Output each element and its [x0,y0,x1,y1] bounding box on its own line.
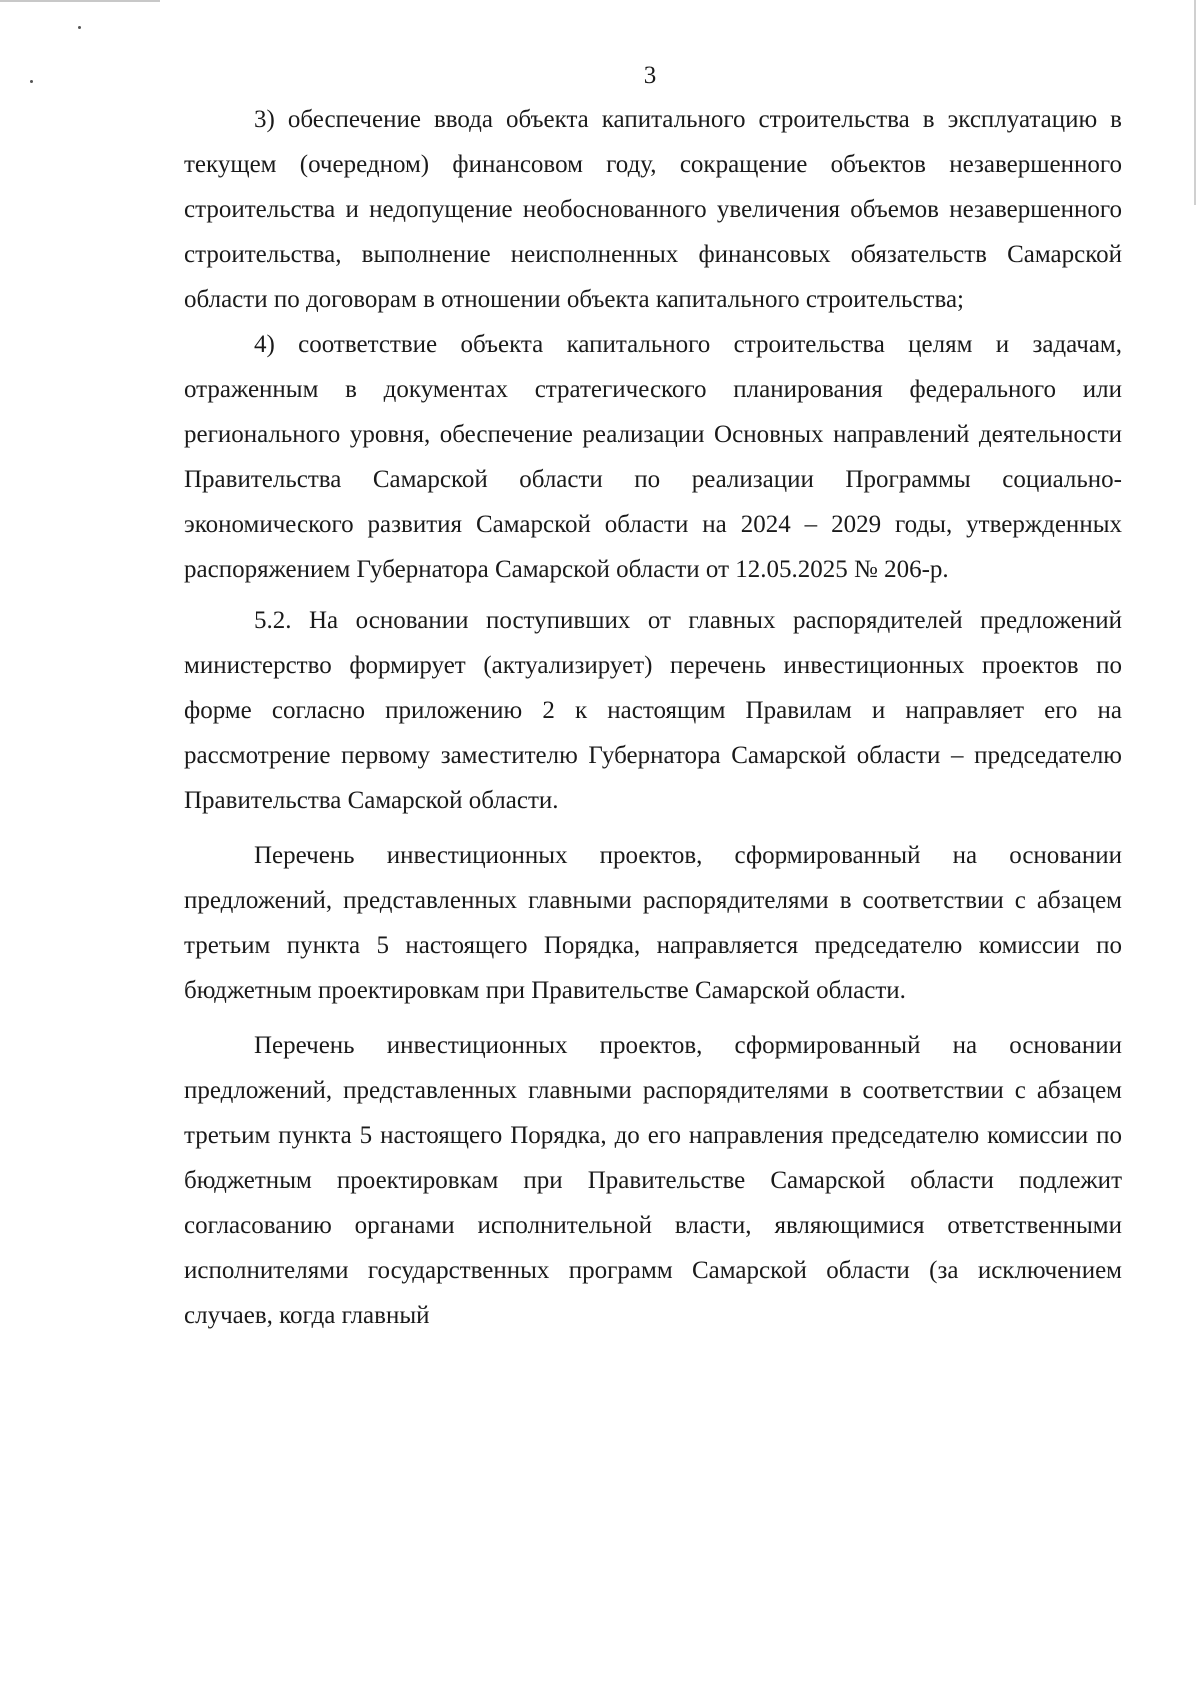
scan-speck [78,26,81,29]
paragraph-5-2: 5.2. На основании поступивших от главных распорядителей предложений министерство формирует (актуализирует) перечень инвестиционных проектов по форме согласно приложению 2 к настоящим Правилам и направляет его на рассмотрение первому заместителю Губернатора Самарской области – председателю Правительства Самарской области. [184,607,1122,814]
document-body [184,97,1122,1338]
paragraph-item-3: 3) обеспечение ввода объекта капитального строительства в эксплуатацию в текущем (очередном) финансовом году, сокращение объектов незавершенного строительства и недопущение необоснованного увеличения объемов незавершенного строительства, выполнение неисполненных финансовых обязательств Самарской области по договорам в отношении объекта капитального строительства; [184,106,1122,313]
paragraph-item-4: 4) соответствие объекта капитального строительства целям и задачам, отраженным в документах стратегического планирования федерального или регионального уровня, обеспечение реализации Основных направлений деятельности Правительства Самарской области по реализации Программы социально-экономического развития Самарской области на 2024 – 2029 годы, утвержденных распоряжением Губернатора Самарской области от 12.05.2025 № 206-р. [184,331,1122,583]
scan-edge-top [0,0,160,2]
paragraph-list-sent: Перечень инвестиционных проектов, сформированный на основании предложений, представленных главными распорядителями в соответствии с абзацем третьим пункта 5 настоящего Порядка, направляется председателю комиссии по бюджетным проектировкам при Правительстве Самарской области. [184,842,1122,1004]
scan-edge-right [1194,0,1196,205]
page-number: 3 [643,62,657,89]
paragraph-list-approval: Перечень инвестиционных проектов, сформированный на основании предложений, представленных главными распорядителями в соответствии с абзацем третьим пункта 5 настоящего Порядка, до его направления председателю комиссии по бюджетным проектировкам при Правительстве Самарской области подлежит согласованию органами исполнительной власти, являющимися ответственными исполнителями государственных программ Самарской области (за исключением случаев, когда главный [184,1032,1122,1329]
